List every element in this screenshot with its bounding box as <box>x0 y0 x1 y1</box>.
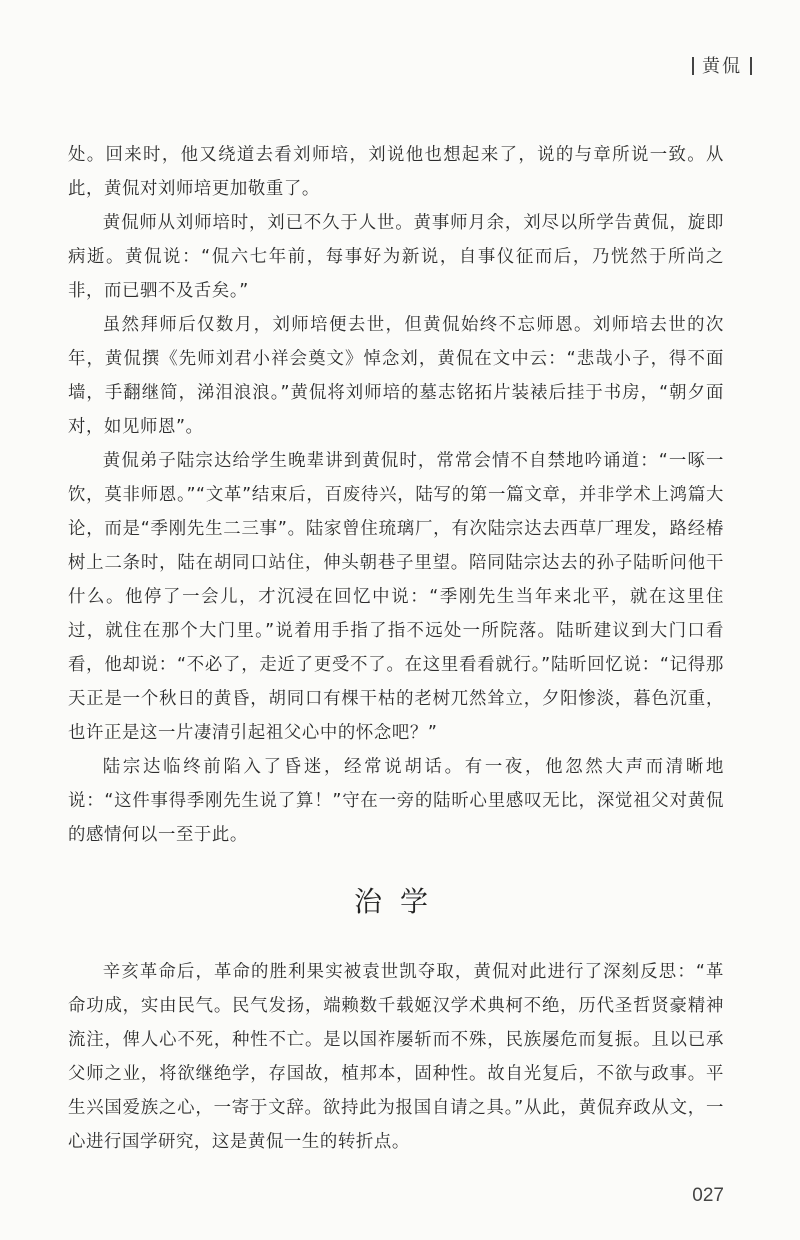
paragraph: 黄侃师从刘师培时，刘已不久于人世。黄事师月余，刘尽以所学告黄侃，旋即病逝。黄侃说：“侃六七年前，每事好为新说，自事仪征而后，乃恍然于所尚之非，而已驷不及舌矣。” <box>68 213 724 301</box>
paragraph: 虽然拜师后仅数月，刘师培便去世，但黄侃始终不忘师恩。刘师培去世的次年，黄侃撰《先师刘君小祥会奠文》悼念刘，黄侃在文中云：“悲哉小子，得不面墙，手翻继简，涕泪浪浪。”黄侃将刘师培的墓志铭拓片装裱后挂于书房，“朝夕面对，如见师恩”。 <box>68 315 724 437</box>
running-head-left-bar <box>692 57 694 75</box>
running-head-right-bar <box>750 57 752 75</box>
running-head-title: 黄侃 <box>702 56 742 77</box>
paragraph: 辛亥革命后，革命的胜利果实被袁世凯夺取，黄侃对此进行了深刻反思：“革命功成，实由民气。民气发扬，端赖数千载姬汉学术典柯不绝，历代圣哲贤豪精神流注，俾人心不死，种性不亡。是以国祚屡斩而不殊，民族屡危而复振。且以已承父师之业，将欲继绝学，存国故，植邦本，固种性。故自光复后，不欲与政事。平生兴国爱族之心，一寄于文辞。欲持此为报国自请之具。”从此，黄侃弃政从文，一心进行国学研究，这是黄侃一生的转折点。 <box>68 962 724 1152</box>
paragraph: 陆宗达临终前陷入了昏迷，经常说胡话。有一夜，他忽然大声而清晰地说：“这件事得季刚先生说了算！”守在一旁的陆昕心里感叹无比，深觉祖父对黄侃的感情何以一至于此。 <box>68 757 724 845</box>
intro-text-block <box>68 138 724 852</box>
page-number: 027 <box>692 1185 724 1206</box>
paragraph: 黄侃弟子陆宗达给学生晚辈讲到黄侃时，常常会情不自禁地吟诵道：“一啄一饮，莫非师恩。”“文革”结束后，百废待兴，陆写的第一篇文章，并非学术上鸿篇大论，而是“季刚先生二三事”。陆家曾住琉璃厂，有次陆宗达去西草厂理发，路经椿树上二条时，陆在胡同口站住，伸头朝巷子里望。陪同陆宗达去的孙子陆昕问他干什么。他停了一会儿，才沉浸在回忆中说：“季刚先生当年来北平，就在这里住过，就住在那个大门里。”说着用手指了指不远处一所院落。陆昕建议到大门口看看，他却说：“不必了，走近了更受不了。在这里看看就行。”陆昕回忆说：“记得那天正是一个秋日的黄昏，胡同口有棵干枯的老树兀然耸立，夕阳惨淡，暮色沉重，也许正是这一片凄清引起祖父心中的怀念吧？” <box>68 451 724 743</box>
running-head <box>684 52 760 78</box>
section-heading: 治学 <box>353 885 446 918</box>
study-text-block <box>68 955 724 1159</box>
paragraph: 处。回来时，他又绕道去看刘师培，刘说他也想起来了，说的与章所说一致。从此，黄侃对刘师培更加敬重了。 <box>68 145 724 199</box>
